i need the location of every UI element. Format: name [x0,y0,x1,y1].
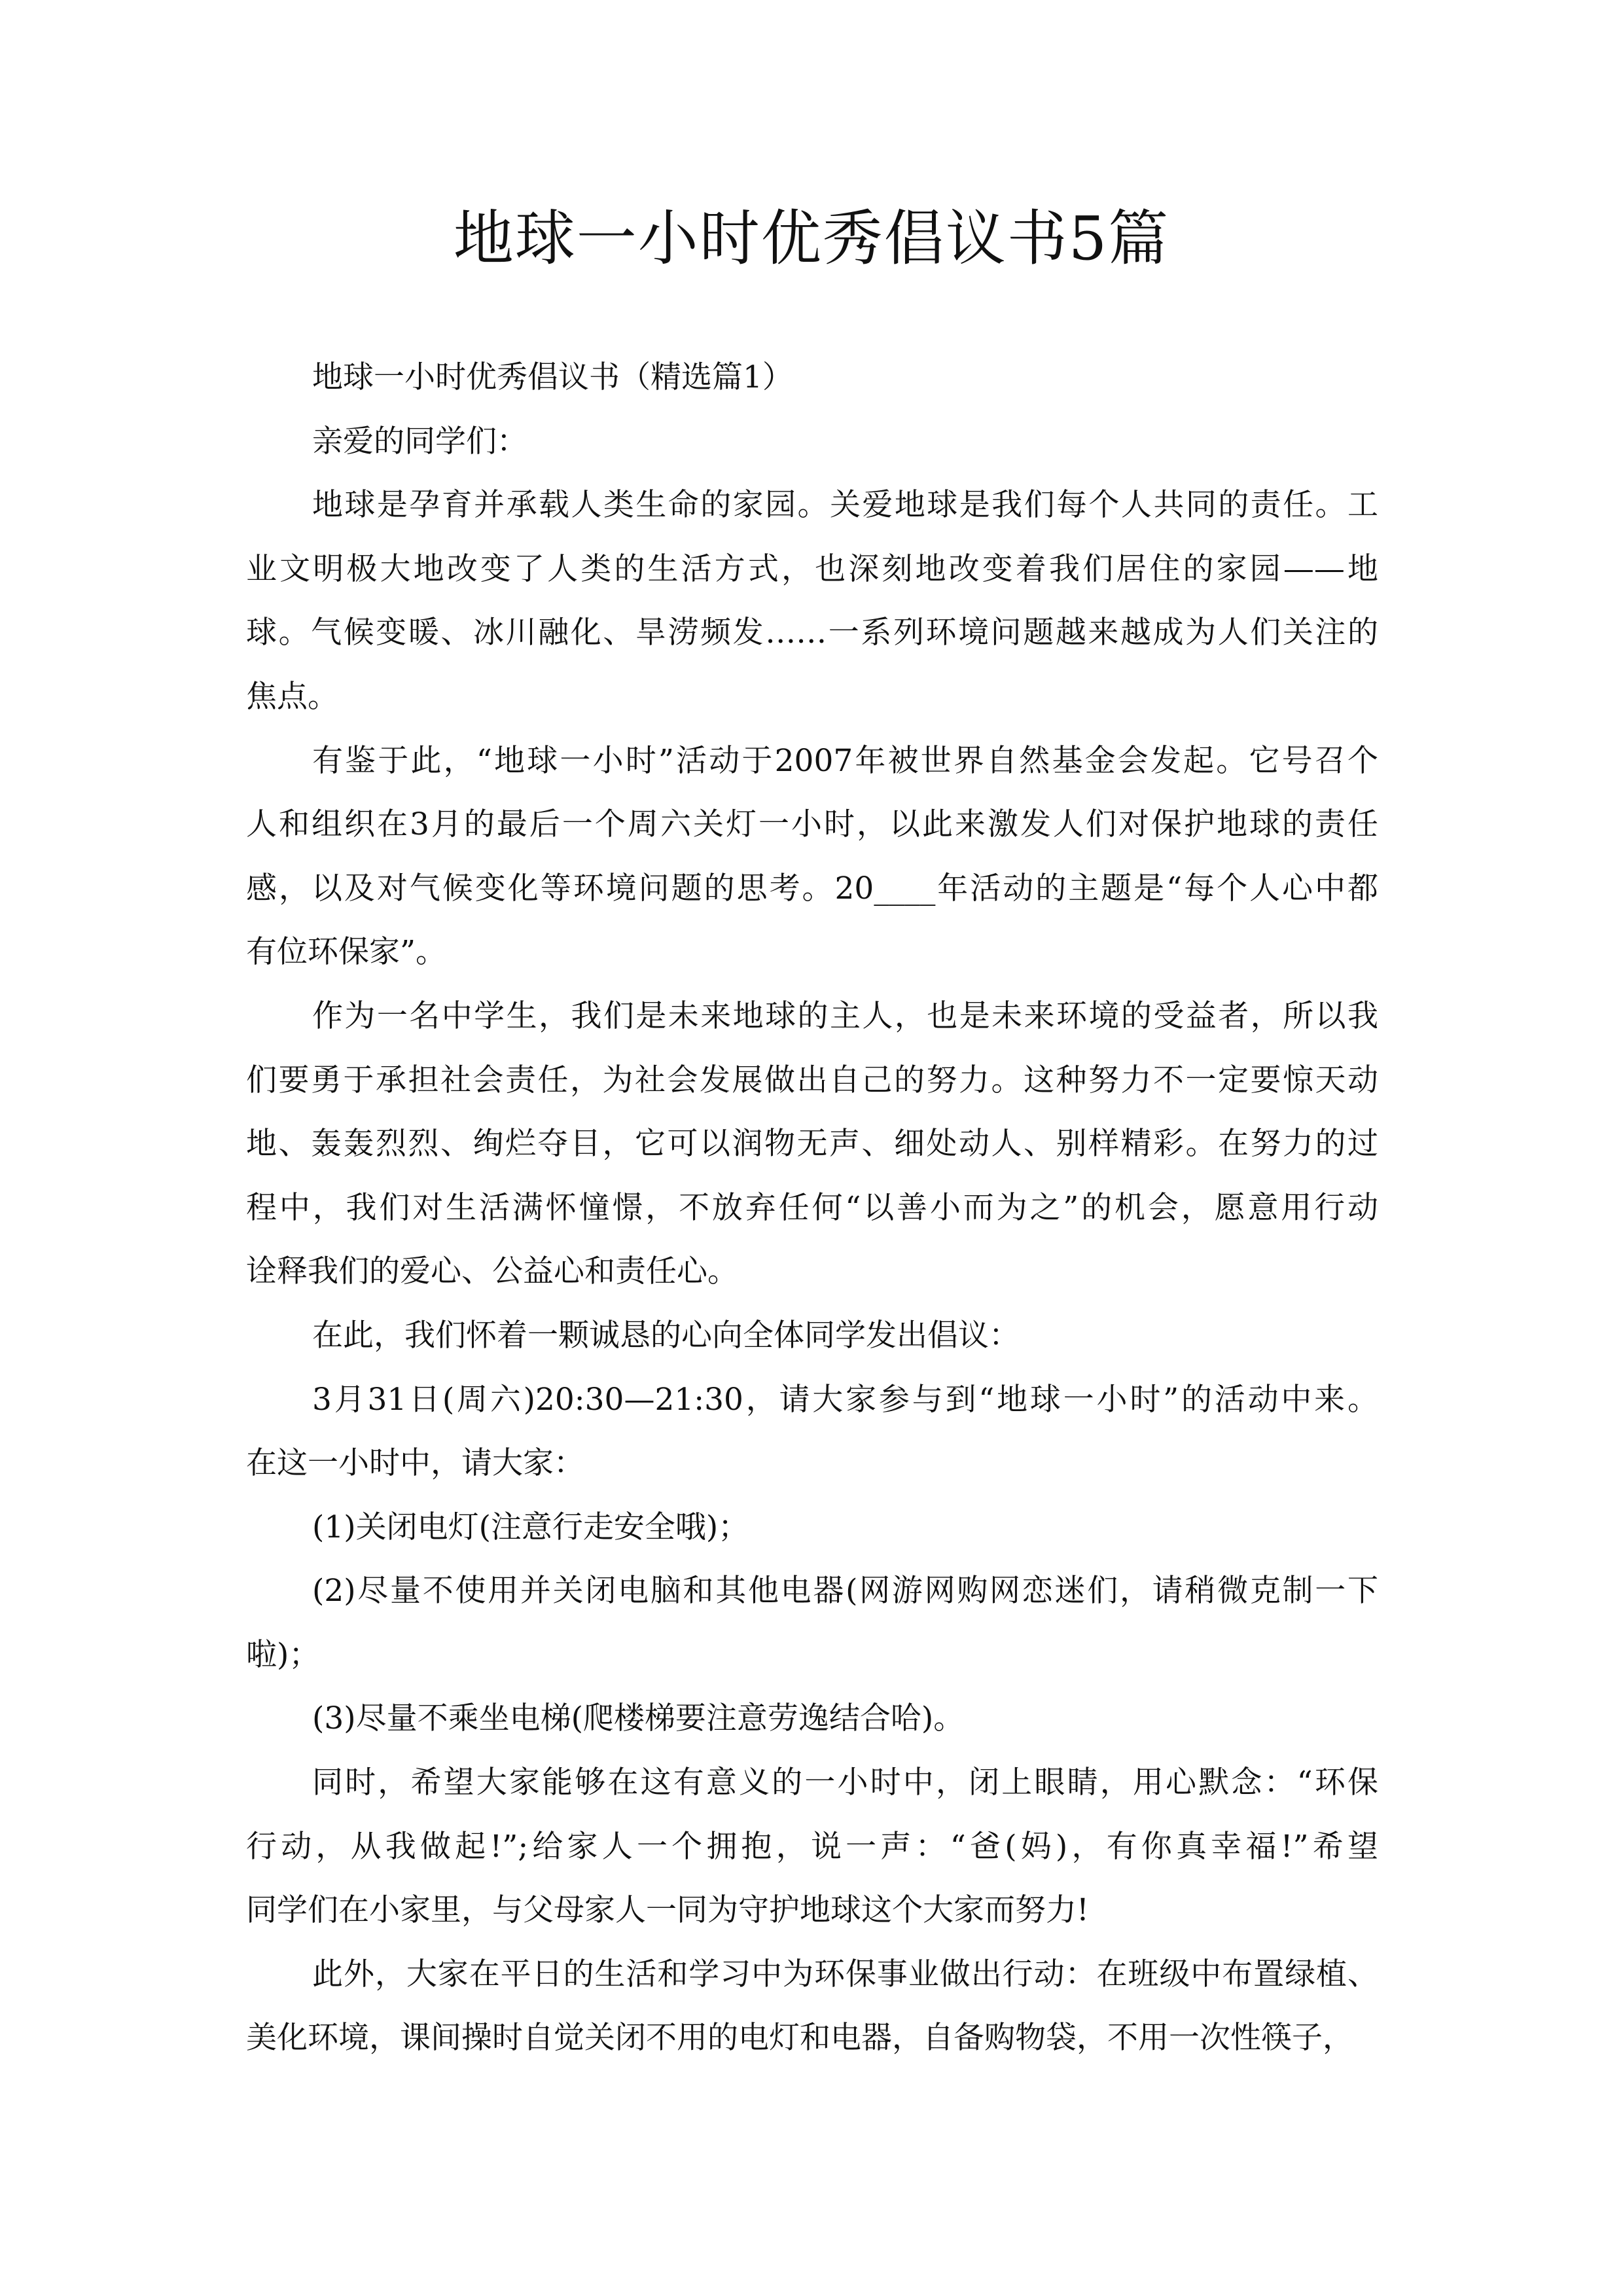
text-line: 感，以及对气候变化等环境问题的思考。20____年活动的主题是“每个人心中都 [246,870,1378,906]
text-line: 此外，大家在平日的生活和学习中为环保事业做出行动：在班级中布置绿植、 [312,1956,1378,1992]
text-line: 有位环保家”。 [246,934,447,971]
document-body [246,346,1378,2070]
text-line: 程中，我们对生活满怀憧憬，不放弃任何“以善小而为之”的机会，愿意用行动 [246,1189,1378,1226]
text-line: (1)关闭电灯(注意行走安全哦)； [312,1509,749,1545]
paragraph [246,1368,1378,1496]
text-line: 业文明极大地改变了人类的生活方式，也深刻地改变着我们居住的家园——地 [246,550,1378,587]
text-line: 球。气候变暖、冰川融化、旱涝频发……一系列环境问题越来越成为人们关注的 [246,615,1378,651]
text-line: 同学们在小家里，与父母家人一同为守护地球这个大家而努力! [246,1892,1089,1929]
text-line: 地球一小时优秀倡议书（精选篇1） [312,359,793,395]
paragraph [246,346,1378,410]
paragraph [246,1687,1378,1751]
text-line: 美化环境，课间操时自觉关闭不用的电灯和电器，自备购物袋，不用一次性筷子， [246,2020,1353,2056]
text-line: (2)尽量不使用并关闭电脑和其他电器(网游网购网恋迷们，请稍微克制一下 [312,1573,1378,1609]
paragraph [246,1304,1378,1368]
text-line: 3月31日(周六)20:30—21:30，请大家参与到“地球一小时”的活动中来。 [312,1381,1378,1418]
paragraph [246,1751,1378,1943]
text-line: 同时，希望大家能够在这有意义的一小时中，闭上眼睛，用心默念：“环保 [312,1765,1378,1801]
paragraph [246,410,1378,474]
paragraph [246,1496,1378,1560]
text-line: 诠释我们的爱心、公益心和责任心。 [246,1253,738,1290]
text-line: 焦点。 [246,678,338,715]
paragraph [246,984,1378,1304]
document-title: 地球一小时优秀倡议书5篇 [453,204,1170,274]
text-line: 们要勇于承担社会责任，为社会发展做出自己的努力。这种努力不一定要惊天动 [246,1062,1378,1098]
text-line: 人和组织在3月的最后一个周六关灯一小时，以此来激发人们对保护地球的责任 [246,806,1378,843]
text-line: 亲爱的同学们： [312,423,527,459]
paragraph [246,473,1378,728]
text-line: 作为一名中学生，我们是未来地球的主人，也是未来环境的受益者，所以我 [312,997,1378,1034]
text-line: 啦)； [246,1636,320,1673]
text-line: 有鉴于此，“地球一小时”活动于2007年被世界自然基金会发起。它号召个 [312,742,1378,779]
text-line: 在此，我们怀着一颗诚恳的心向全体同学发出倡议： [312,1317,1020,1354]
text-line: 地、轰轰烈烈、绚烂夺目，它可以润物无声、细处动人、别样精彩。在努力的过 [246,1126,1378,1162]
paragraph [246,729,1378,984]
paragraph [246,1943,1378,2070]
text-line: 地球是孕育并承载人类生命的家园。关爱地球是我们每个人共同的责任。工 [312,487,1378,524]
text-line: (3)尽量不乘坐电梯(爬楼梯要注意劳逸结合哈)。 [312,1700,965,1737]
text-line: 行动，从我做起!”;给家人一个拥抱，说一声：“爸(妈)，有你真幸福!”希望 [246,1828,1378,1865]
paragraph [246,1559,1378,1687]
text-line: 在这一小时中，请大家： [246,1445,584,1482]
